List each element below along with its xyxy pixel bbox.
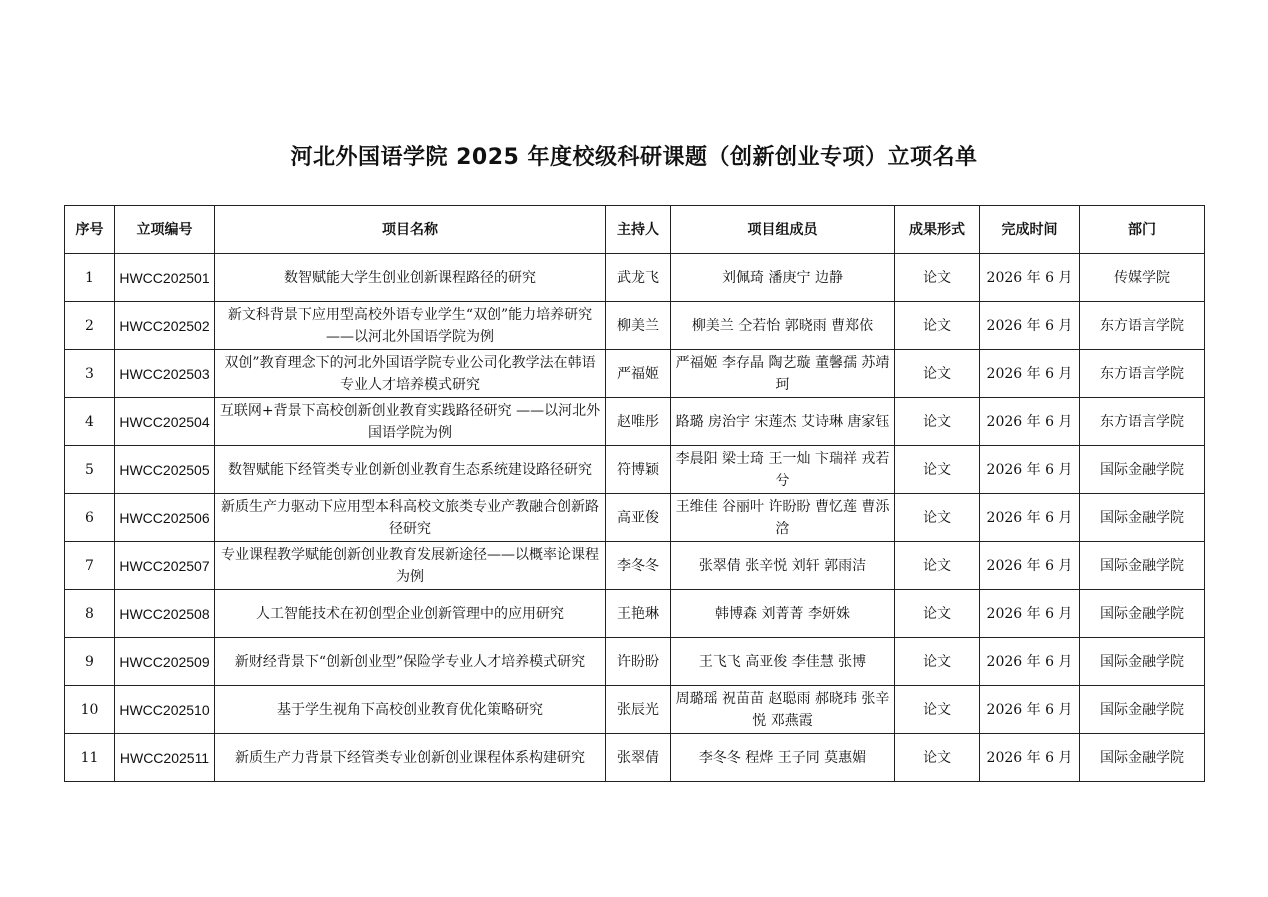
cell-result-form: 论文 — [895, 734, 980, 782]
header-code: 立项编号 — [115, 206, 215, 254]
table-row — [65, 398, 1205, 446]
cell-completion-time: 2026 年 6 月 — [980, 590, 1080, 638]
header-result-form: 成果形式 — [895, 206, 980, 254]
cell-index: 7 — [65, 542, 115, 590]
cell-project-name: 专业课程教学赋能创新创业教育发展新途径——以概率论课程为例 — [215, 542, 606, 590]
cell-completion-time: 2026 年 6 月 — [980, 446, 1080, 494]
cell-code: HWCC202510 — [115, 686, 215, 734]
cell-index: 10 — [65, 686, 115, 734]
table-row — [65, 494, 1205, 542]
cell-result-form: 论文 — [895, 542, 980, 590]
table-body — [65, 254, 1205, 782]
header-completion-time: 完成时间 — [980, 206, 1080, 254]
cell-code: HWCC202502 — [115, 302, 215, 350]
cell-index: 6 — [65, 494, 115, 542]
cell-members: 韩博森 刘菁菁 李妍姝 — [671, 590, 895, 638]
cell-department: 东方语言学院 — [1080, 398, 1205, 446]
header-project-name: 项目名称 — [215, 206, 606, 254]
cell-code: HWCC202503 — [115, 350, 215, 398]
cell-result-form: 论文 — [895, 350, 980, 398]
cell-members: 王飞飞 高亚俊 李佳慧 张博 — [671, 638, 895, 686]
cell-project-name: 新文科背景下应用型高校外语专业学生“双创”能力培养研究 ——以河北外国语学院为例 — [215, 302, 606, 350]
cell-host: 严福姬 — [606, 350, 671, 398]
cell-project-name: 基于学生视角下高校创业教育优化策略研究 — [215, 686, 606, 734]
cell-index: 4 — [65, 398, 115, 446]
cell-department: 国际金融学院 — [1080, 446, 1205, 494]
cell-project-name: 双创”教育理念下的河北外国语学院专业公司化教学法在韩语专业人才培养模式研究 — [215, 350, 606, 398]
table-row — [65, 638, 1205, 686]
cell-members: 周璐瑶 祝苗苗 赵聪雨 郝晓玮 张辛悦 邓燕霞 — [671, 686, 895, 734]
project-list-table — [64, 205, 1205, 782]
table-row — [65, 686, 1205, 734]
cell-code: HWCC202507 — [115, 542, 215, 590]
cell-completion-time: 2026 年 6 月 — [980, 254, 1080, 302]
cell-department: 国际金融学院 — [1080, 638, 1205, 686]
cell-department: 东方语言学院 — [1080, 350, 1205, 398]
cell-project-name: 新质生产力背景下经管类专业创新创业课程体系构建研究 — [215, 734, 606, 782]
header-host: 主持人 — [606, 206, 671, 254]
table-row — [65, 350, 1205, 398]
cell-members: 张翠倩 张辛悦 刘轩 郭雨洁 — [671, 542, 895, 590]
cell-department: 东方语言学院 — [1080, 302, 1205, 350]
cell-host: 柳美兰 — [606, 302, 671, 350]
cell-completion-time: 2026 年 6 月 — [980, 686, 1080, 734]
header-department: 部门 — [1080, 206, 1205, 254]
cell-members: 刘佩琦 潘庚宁 边静 — [671, 254, 895, 302]
cell-members: 李冬冬 程烨 王子同 莫惠媚 — [671, 734, 895, 782]
cell-project-name: 互联网+背景下高校创新创业教育实践路径研究 ——以河北外国语学院为例 — [215, 398, 606, 446]
table-row — [65, 254, 1205, 302]
cell-project-name: 新财经背景下“创新创业型”保险学专业人才培养模式研究 — [215, 638, 606, 686]
table-row — [65, 446, 1205, 494]
cell-members: 严福姬 李存晶 陶艺璇 董馨孺 苏靖珂 — [671, 350, 895, 398]
cell-host: 高亚俊 — [606, 494, 671, 542]
cell-department: 国际金融学院 — [1080, 590, 1205, 638]
cell-members: 柳美兰 仝若怡 郭晓雨 曹郑依 — [671, 302, 895, 350]
cell-project-name: 新质生产力驱动下应用型本科高校文旅类专业产教融合创新路径研究 — [215, 494, 606, 542]
header-members: 项目组成员 — [671, 206, 895, 254]
cell-department: 国际金融学院 — [1080, 494, 1205, 542]
cell-host: 赵唯彤 — [606, 398, 671, 446]
cell-members: 路璐 房治宇 宋莲杰 艾诗琳 唐家钰 — [671, 398, 895, 446]
cell-code: HWCC202511 — [115, 734, 215, 782]
cell-code: HWCC202508 — [115, 590, 215, 638]
cell-code: HWCC202506 — [115, 494, 215, 542]
table-row — [65, 542, 1205, 590]
cell-completion-time: 2026 年 6 月 — [980, 734, 1080, 782]
cell-completion-time: 2026 年 6 月 — [980, 494, 1080, 542]
cell-host: 武龙飞 — [606, 254, 671, 302]
cell-index: 1 — [65, 254, 115, 302]
cell-members: 李晨阳 梁士琦 王一灿 卞瑞祥 戎若兮 — [671, 446, 895, 494]
cell-code: HWCC202504 — [115, 398, 215, 446]
cell-host: 李冬冬 — [606, 542, 671, 590]
cell-result-form: 论文 — [895, 686, 980, 734]
cell-result-form: 论文 — [895, 398, 980, 446]
cell-index: 8 — [65, 590, 115, 638]
cell-members: 王维佳 谷丽叶 许盼盼 曹忆莲 曹泺浛 — [671, 494, 895, 542]
table-row — [65, 302, 1205, 350]
cell-result-form: 论文 — [895, 494, 980, 542]
cell-completion-time: 2026 年 6 月 — [980, 638, 1080, 686]
cell-department: 国际金融学院 — [1080, 686, 1205, 734]
cell-host: 张翠倩 — [606, 734, 671, 782]
cell-completion-time: 2026 年 6 月 — [980, 350, 1080, 398]
table-row — [65, 590, 1205, 638]
cell-index: 3 — [65, 350, 115, 398]
cell-completion-time: 2026 年 6 月 — [980, 398, 1080, 446]
cell-result-form: 论文 — [895, 638, 980, 686]
cell-department: 传媒学院 — [1080, 254, 1205, 302]
cell-host: 许盼盼 — [606, 638, 671, 686]
cell-completion-time: 2026 年 6 月 — [980, 302, 1080, 350]
cell-result-form: 论文 — [895, 590, 980, 638]
document-title: 河北外国语学院 2025 年度校级科研课题（创新创业专项）立项名单 — [290, 145, 978, 170]
cell-index: 5 — [65, 446, 115, 494]
cell-index: 2 — [65, 302, 115, 350]
cell-project-name: 人工智能技术在初创型企业创新管理中的应用研究 — [215, 590, 606, 638]
cell-host: 王艳琳 — [606, 590, 671, 638]
table-row — [65, 734, 1205, 782]
cell-result-form: 论文 — [895, 302, 980, 350]
cell-code: HWCC202505 — [115, 446, 215, 494]
cell-result-form: 论文 — [895, 254, 980, 302]
cell-host: 符博颖 — [606, 446, 671, 494]
header-index: 序号 — [65, 206, 115, 254]
cell-completion-time: 2026 年 6 月 — [980, 542, 1080, 590]
cell-index: 9 — [65, 638, 115, 686]
cell-project-name: 数智赋能下经管类专业创新创业教育生态系统建设路径研究 — [215, 446, 606, 494]
cell-project-name: 数智赋能大学生创业创新课程路径的研究 — [215, 254, 606, 302]
cell-code: HWCC202501 — [115, 254, 215, 302]
cell-result-form: 论文 — [895, 446, 980, 494]
table-header-row — [65, 206, 1205, 254]
cell-host: 张辰光 — [606, 686, 671, 734]
cell-index: 11 — [65, 734, 115, 782]
cell-department: 国际金融学院 — [1080, 542, 1205, 590]
cell-code: HWCC202509 — [115, 638, 215, 686]
cell-department: 国际金融学院 — [1080, 734, 1205, 782]
